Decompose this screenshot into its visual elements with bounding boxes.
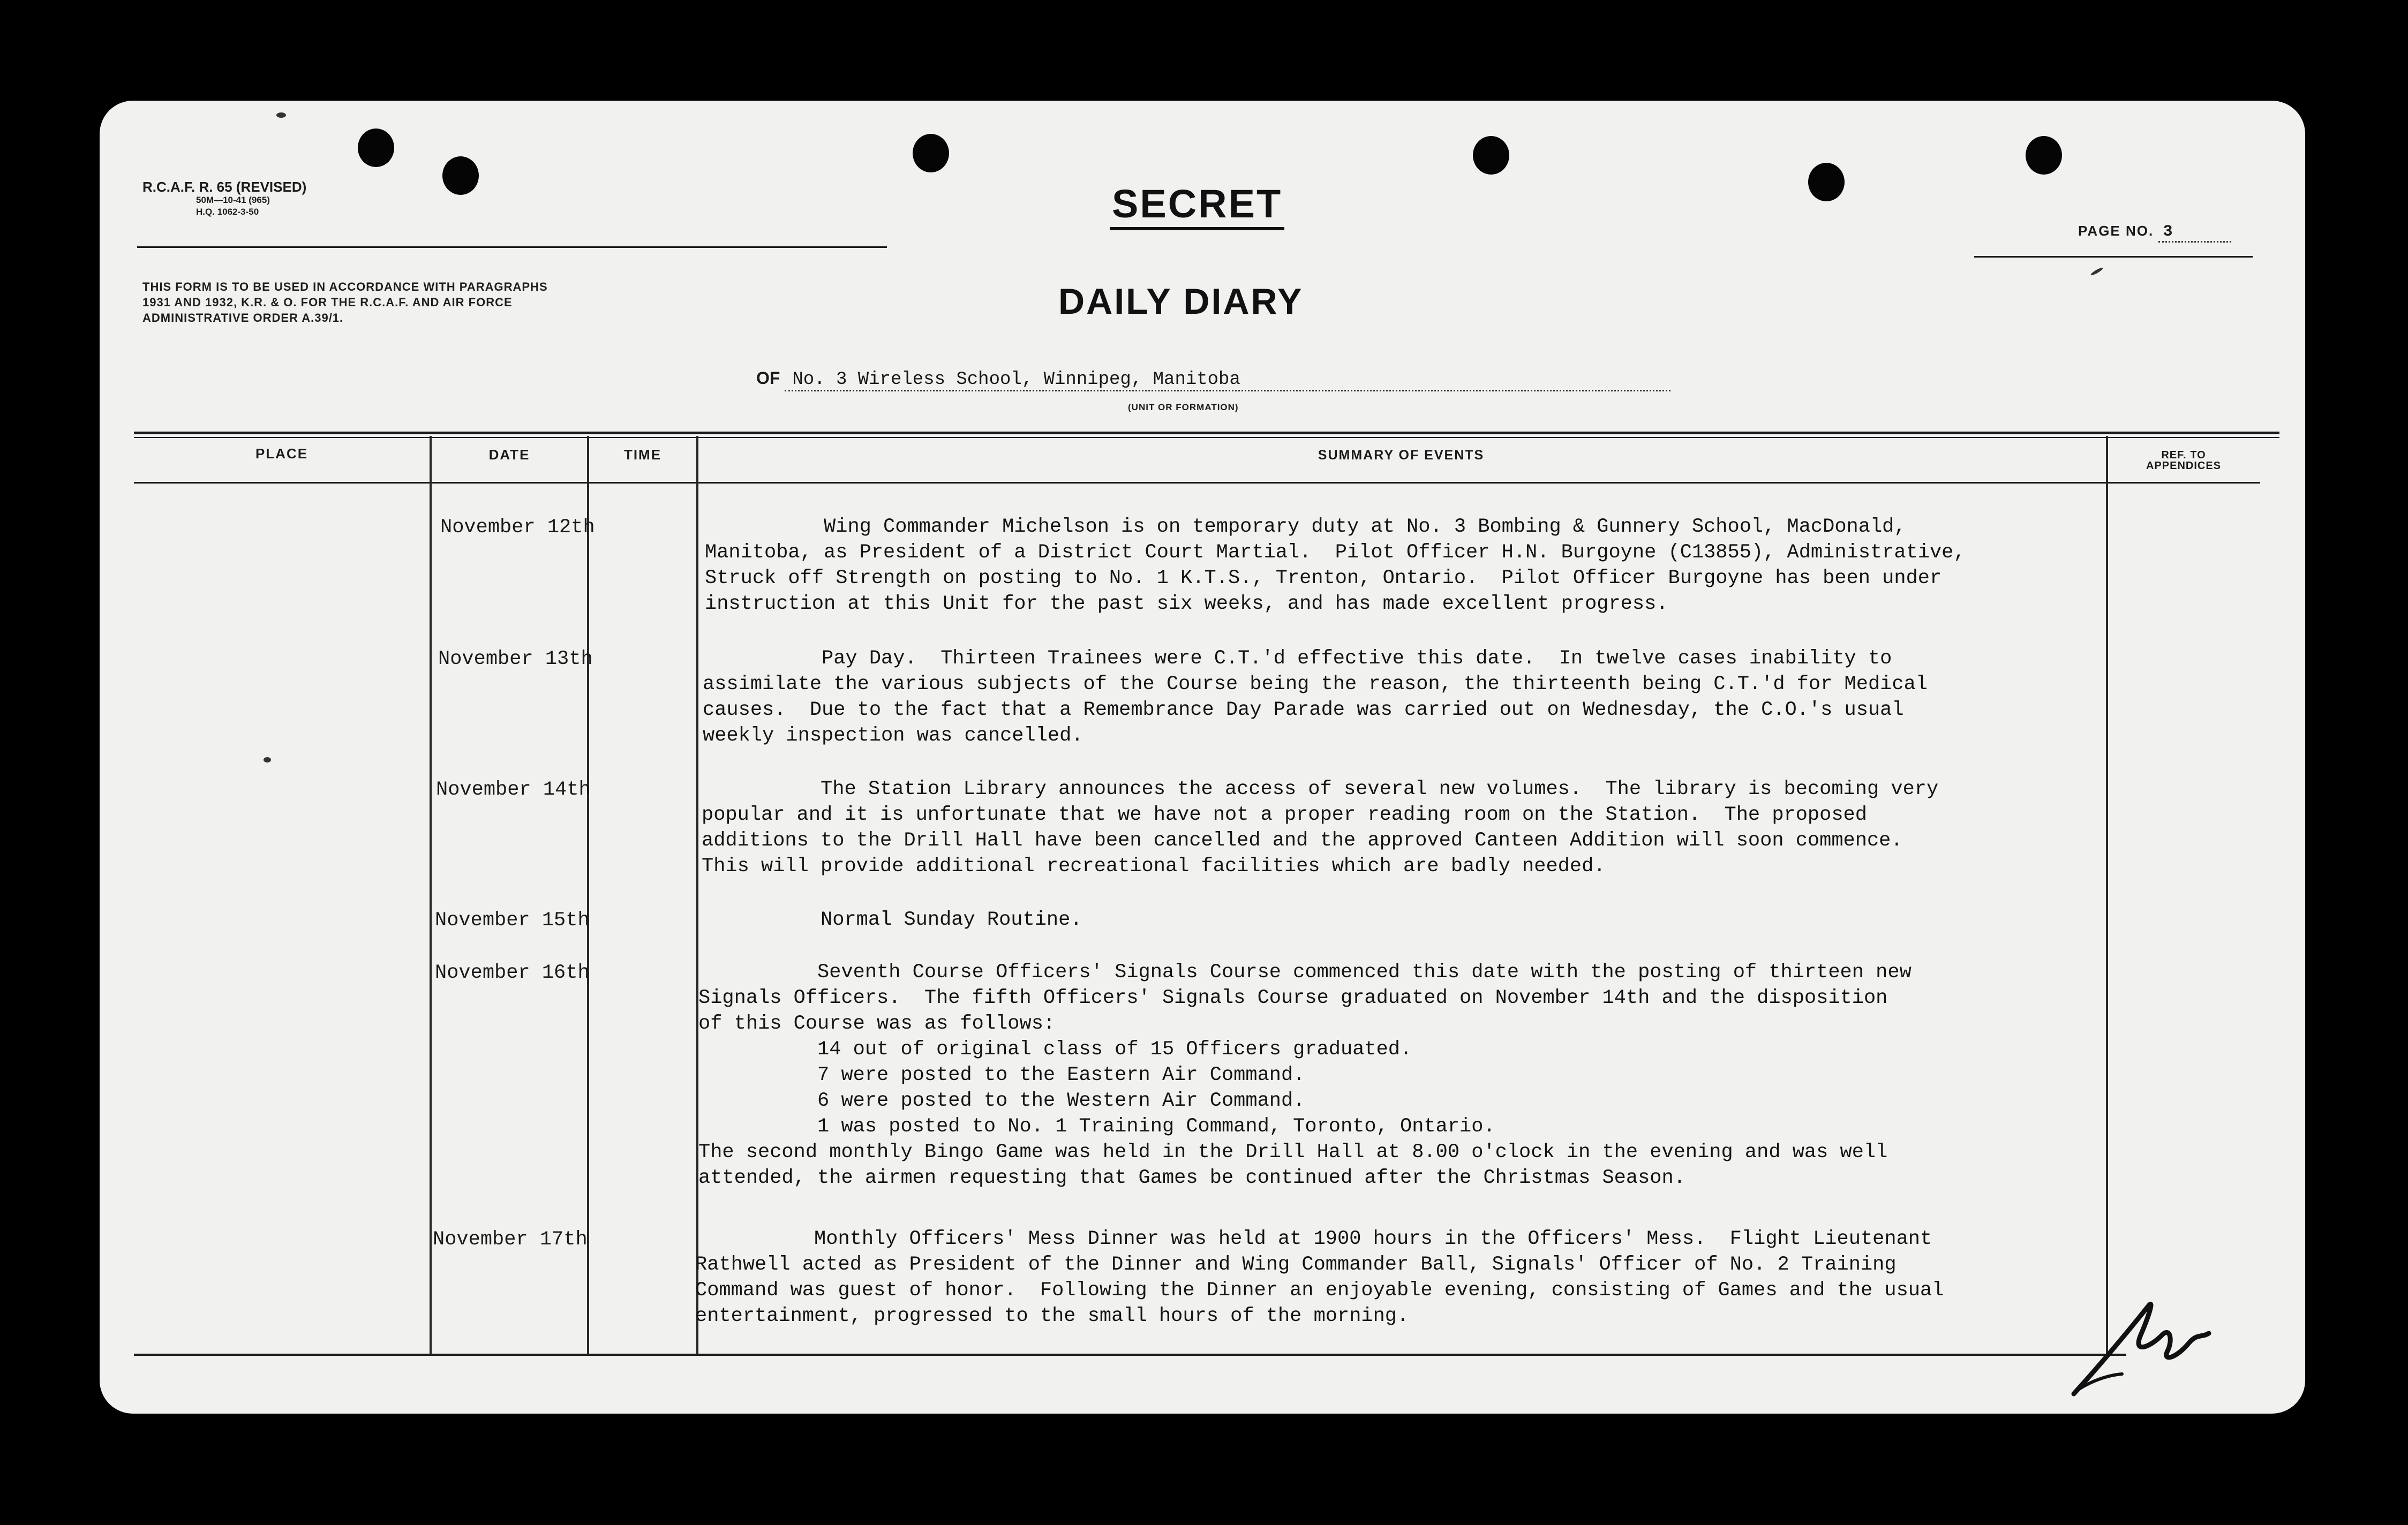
unit-line (756, 368, 1670, 391)
entry-summary: Pay Day. Thirteen Trainees were C.T.'d effective this date. In twelve cases inability to assimilate the various subjects of the Course being the reason, the thirteenth being C.T.'d for Medical causes. Due to the fact that a Remembrance Day Parade was carried out on Wednesday, the C.O.'s usual weekly inspection was cancelled. (703, 647, 1928, 747)
header-right-rule (1974, 256, 2253, 258)
unit-name: No. 3 Wireless School, Winnipeg, Manitoba (785, 369, 1670, 391)
appendices-header-line: REF. TO (2161, 449, 2206, 461)
entry-date: November 16th (435, 962, 590, 984)
entry-summary: The Station Library announces the access of several new volumes. The library is becoming very popular and it is unfortunate that we have not a proper reading room on the Station. The proposed additions to the Drill Hall have been cancelled and the approved Canteen Addition will soon commence. This will provide additional recreational facilities which are badly needed. (702, 778, 1939, 878)
punch-hole (1473, 136, 1509, 175)
column-header-summary: SUMMARY OF EVENTS (1318, 448, 1485, 463)
table-bottom-rule (134, 1354, 2126, 1356)
column-header-place: PLACE (255, 446, 308, 462)
diary-card (100, 101, 2305, 1414)
punch-hole (358, 129, 394, 167)
page-number-label: PAGE NO. (2078, 223, 2154, 239)
unit-of-label: OF (756, 368, 780, 388)
table-header-rule (134, 482, 2260, 484)
entry-date: November 12th (440, 516, 595, 539)
column-header-date: DATE (488, 447, 530, 463)
entry-date: November 17th (433, 1228, 588, 1251)
column-header-time: TIME (623, 447, 662, 463)
entry-date: November 14th (436, 779, 591, 801)
page-number-field (2078, 223, 2231, 243)
paper-mark (264, 757, 271, 762)
unit-caption: (UNIT OR FORMATION) (1128, 402, 1239, 412)
handwritten-initials (2068, 1284, 2213, 1402)
form-id-line: 50M—10-41 (965) (196, 195, 270, 205)
form-id-line: R.C.A.F. R. 65 (REVISED) (142, 179, 307, 195)
column-divider (587, 436, 589, 1355)
entry-date: November 13th (438, 648, 593, 670)
form-id-line: H.Q. 1062-3-50 (196, 207, 259, 217)
entry-summary: Wing Commander Michelson is on temporary duty at No. 3 Bombing & Gunnery School, MacDonald, Manitoba, as President of a District Court Martial. Pilot Officer H.N. Burgoyne (C13855), Administrative, Struck off Strength on posting to No. 1 K.T.S., Trenton, Ontario. Pilot Officer Burgoyne has been under instruction at this Unit for the past six weeks, and has made excellent progress. (705, 516, 1966, 615)
page-number-value: 3 (2158, 223, 2231, 243)
entry-summary: Seventh Course Officers' Signals Course commenced this date with the posting of thirteen new Signals Officers. The fifth Officers' Signals Course graduated on November 14th and the disposition of this Course was as follows: 14 out of original class of 15 Officers graduated. 7 were posted to the Eastern Air Command. 6 were posted to the Western Air Command. 1 was posted to No. 1 Training Command, Toronto, Ontario. The second monthly Bingo Game was held in the Drill Hall at 8.00 o'clock in the evening and was well attended, the airmen requesting that Games be continued after the Christmas Season. (698, 961, 1912, 1189)
column-header-appendices (2111, 450, 2256, 471)
table-top-rule (134, 432, 2279, 434)
punch-hole (442, 156, 479, 195)
column-divider (696, 436, 698, 1355)
entry-summary: Normal Sunday Routine. (702, 909, 1082, 931)
column-divider (430, 436, 432, 1355)
entry-date: November 15th (435, 909, 590, 932)
form-identifier (142, 180, 306, 218)
entry-summary: Monthly Officers' Mess Dinner was held at 1900 hours in the Officers' Mess. Flight Lieutenant Rathwell acted as President of the Dinner and Wing Commander Ball, Signals' Officer of No. 2 Training Command was guest of honor. Following the Dinner an enjoyable evening, consisting of Games and the usual entertainment, progressed to the small hours of the morning. (695, 1228, 1944, 1327)
paper-mark (276, 112, 286, 118)
classification-stamp: SECRET (1110, 181, 1284, 230)
punch-hole (2026, 136, 2062, 175)
table-top-rule-thin (134, 437, 2279, 438)
header-short-rule (137, 246, 887, 248)
punch-hole (1808, 163, 1845, 201)
paper-mark (2090, 267, 2104, 276)
punch-hole (913, 134, 949, 172)
form-instructions: THIS FORM IS TO BE USED IN ACCORDANCE WITH PARAGRAPHS 1931 AND 1932, K.R. & O. FOR THE R.C.A.F. AND AIR FORCE ADMINISTRATIVE ORDER A.39/1. (142, 280, 548, 324)
appendices-header-line: APPENDICES (2146, 460, 2222, 472)
page-title: DAILY DIARY (1058, 281, 1304, 322)
